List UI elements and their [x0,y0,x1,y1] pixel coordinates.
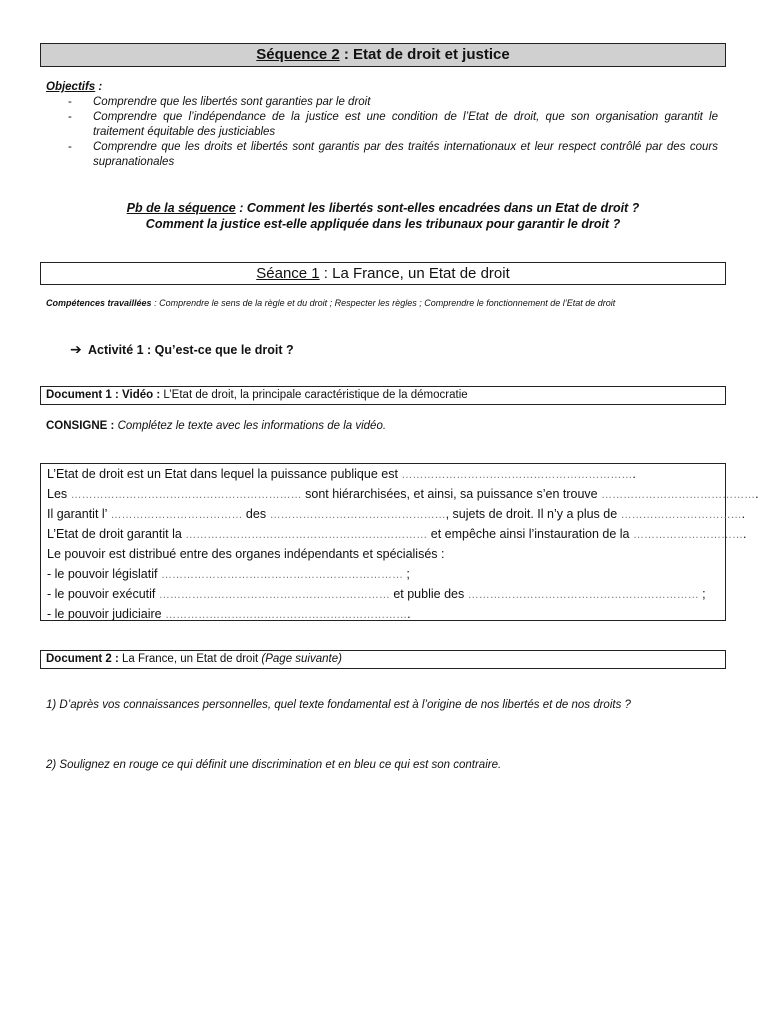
arrow-right-icon: ➔ [70,341,82,357]
sequence-title: : Etat de droit et justice [339,46,510,63]
sequence-title-box [40,43,726,67]
fill-row: Il garantit l’ ……………………………… des …………………………………………, sujets de droit. Il n’y a plus de ……………………………. [47,507,746,521]
competences-line: Compétences travaillées : Comprendre le sens de la règle et du droit ; Respecter les règles ; Comprendre le fonctionnement de l’Etat de droit [46,298,616,308]
blank-field[interactable]: ………………………………………… [269,509,446,521]
consigne-line: CONSIGNE : Complétez le texte avec les informations de la vidéo. [46,420,387,432]
objective-item: - Comprendre que les libertés sont garanties par le droit [68,96,371,108]
blank-field[interactable]: ……………………………………………………… [467,589,699,601]
blank-field[interactable]: ……………………………………………………… [70,489,302,501]
objectives-section: Objectifs : - Comprendre que les libertés sont garanties par le droit - Comprendre que l’indépendance de la justice est une condition de l’Etat de droit, que son organisation garantit le traitement équitable des justiciables - Comprendre que les droits et libertés sont garantis par des traités internationaux et leur respect contrôlé par des cours supranationales [46,81,718,168]
activity-heading: ➔ Activité 1 : Qu’est-ce que le droit ? [70,341,294,357]
seance-title: : La France, un Etat de droit [319,265,510,282]
blank-field[interactable]: ………………………… [632,529,743,541]
fill-row: Le pouvoir est distribué entre des organes indépendants et spécialisés : [47,547,445,561]
fill-row: Les ……………………………………………………… sont hiérarchisées, et ainsi, sa puissance s’en trouve ……………………………………. [47,487,759,501]
blank-field[interactable]: ………………………………………………………… [160,569,403,581]
fill-row: L’Etat de droit est un Etat dans lequel la puissance publique est ………………………………………………………. [47,467,636,481]
fill-row: - le pouvoir judiciaire …………………………………………………………. [47,607,411,621]
blank-field[interactable]: ……………………………………………………… [401,469,633,481]
document-1-box: Document 1 : Vidéo : L’Etat de droit, la principale caractéristique de la démocratie [40,386,726,405]
fill-row: - le pouvoir exécutif ……………………………………………………… et publie des ……………………………………………………… ; [47,587,706,601]
objectives-label: Objectifs [46,81,96,93]
objectives-list [46,95,718,170]
question-1: 1) D’après vos connaissances personnelles, quel texte fondamental est à l’origine de nos libertés et de nos droits ? [46,699,631,711]
blank-field[interactable]: …………………………… [620,509,742,521]
blank-field[interactable]: ………………………………………………………… [185,529,428,541]
blank-field[interactable]: ……………………………………………………… [158,589,390,601]
objective-item: - Comprendre que les droits et libertés sont garantis par des traités internationaux et leur respect contrôlé par des cours supranationales [68,141,718,168]
fill-in-text-box [40,463,759,621]
sequence-number: Séquence 2 [256,46,340,63]
blank-field[interactable]: …………………………………… [601,489,756,501]
problem-label: Pb de la séquence [126,201,236,215]
document-2-box: Document 2 : La France, un Etat de droit (Page suivante) [40,650,726,669]
objective-item: - Comprendre que l’indépendance de la justice est une condition de l’Etat de droit, que son organisation garantit le traitement équitable des justiciables [68,111,718,138]
blank-field[interactable]: ………………………………………………………… [165,609,408,621]
fill-row: L’Etat de droit garantit la ………………………………………………………… et empêche ainsi l’instauration de la …………………………. [47,527,747,541]
sequence-problem: Pb de la séquence : Comment les libertés sont-elles encadrées dans un Etat de droit ? Comment la justice est-elle appliquée dans les tribunaux pour garantir le droit ? [126,201,640,231]
blank-field[interactable]: ……………………………… [110,509,243,521]
question-2: 2) Soulignez en rouge ce qui définit une discrimination et en bleu ce qui est son contraire. [46,759,502,771]
fill-row: - le pouvoir législatif ………………………………………………………… ; [47,567,410,581]
seance-title-box [40,262,726,285]
seance-number: Séance 1 [256,265,320,282]
